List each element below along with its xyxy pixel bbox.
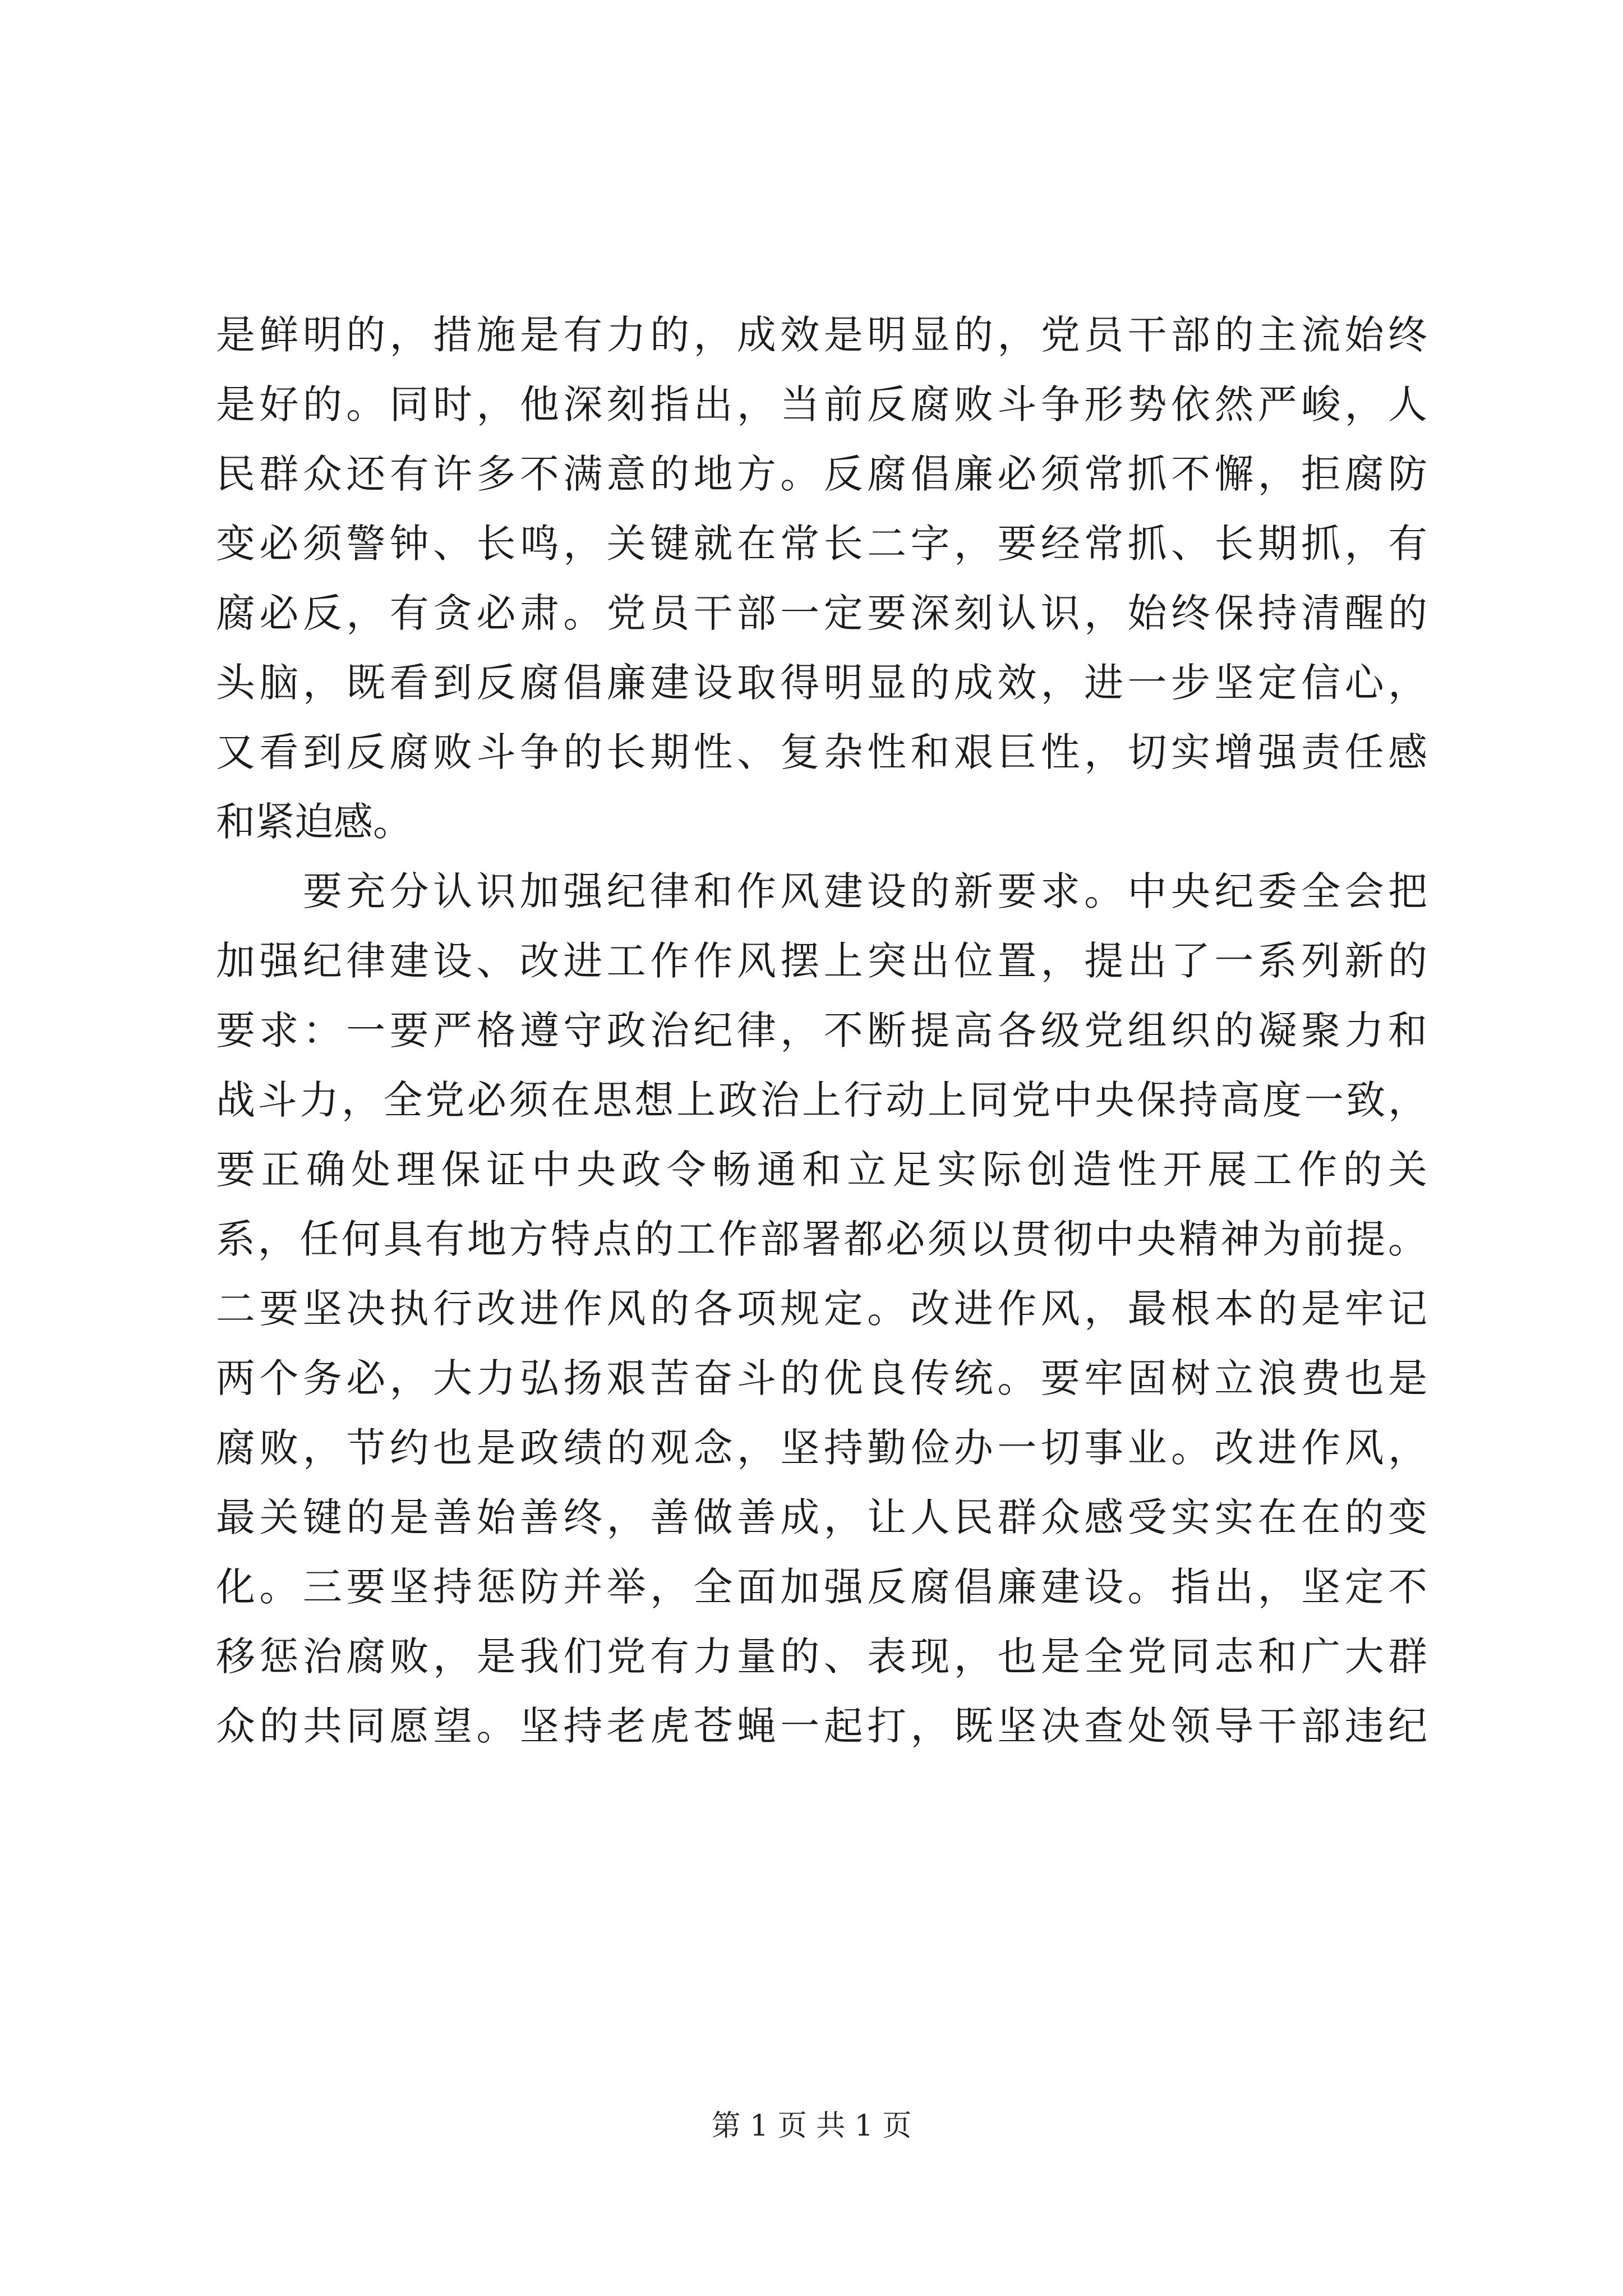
text-line: 腐败，节约也是政绩的观念，坚持勤俭办一切事业。改进作风， xyxy=(216,1425,1427,1471)
text-line: 要充分认识加强纪律和作风建设的新要求。中央纪委全会把 xyxy=(216,868,1427,914)
text-line: 化。三要坚持惩防并举，全面加强反腐倡廉建设。指出，坚定不 xyxy=(216,1564,1427,1610)
text-line: 系，任何具有地方特点的工作部署都必须以贯彻中央精神为前提。 xyxy=(216,1216,1427,1262)
text-line: 变必须警钟、长鸣，关键就在常长二字，要经常抓、长期抓，有 xyxy=(216,521,1427,567)
page-footer: 第 1 页 共 1 页 xyxy=(711,2109,912,2143)
text-line: 加强纪律建设、改进工作作风摆上突出位置，提出了一系列新的 xyxy=(216,938,1427,984)
text-line: 移惩治腐败，是我们党有力量的、表现，也是全党同志和广大群 xyxy=(216,1634,1427,1680)
text-line: 要求：一要严格遵守政治纪律，不断提高各级党组织的凝聚力和 xyxy=(216,1007,1427,1053)
text-line: 最关键的是善始善终，善做善成，让人民群众感受实实在在的变 xyxy=(216,1494,1427,1540)
text-line: 要正确处理保证中央政令畅通和立足实际创造性开展工作的关 xyxy=(216,1147,1427,1193)
text-line: 是鲜明的，措施是有力的，成效是明显的，党员干部的主流始终 xyxy=(216,312,1427,358)
text-line: 头脑，既看到反腐倡廉建设取得明显的成效，进一步坚定信心， xyxy=(216,660,1427,706)
text-line: 腐必反，有贪必肃。党员干部一定要深刻认识，始终保持清醒的 xyxy=(216,590,1427,636)
text-line: 两个务必，大力弘扬艰苦奋斗的优良传统。要牢固树立浪费也是 xyxy=(216,1355,1427,1401)
text-line: 又看到反腐败斗争的长期性、复杂性和艰巨性，切实增强责任感 xyxy=(216,729,1427,775)
text-line: 战斗力，全党必须在思想上政治上行动上同党中央保持高度一致， xyxy=(216,1077,1427,1123)
text-line: 二要坚决执行改进作风的各项规定。改进作风，最根本的是牢记 xyxy=(216,1286,1427,1332)
body-text xyxy=(216,300,1427,1761)
text-line: 众的共同愿望。坚持老虎苍蝇一起打，既坚决查处领导干部违纪 xyxy=(216,1703,1427,1749)
text-line: 民群众还有许多不满意的地方。反腐倡廉必须常抓不懈，拒腐防 xyxy=(216,451,1427,497)
text-line: 是好的。同时，他深刻指出，当前反腐败斗争形势依然严峻，人 xyxy=(216,381,1427,427)
text-line: 和紧迫感。 xyxy=(216,799,412,845)
